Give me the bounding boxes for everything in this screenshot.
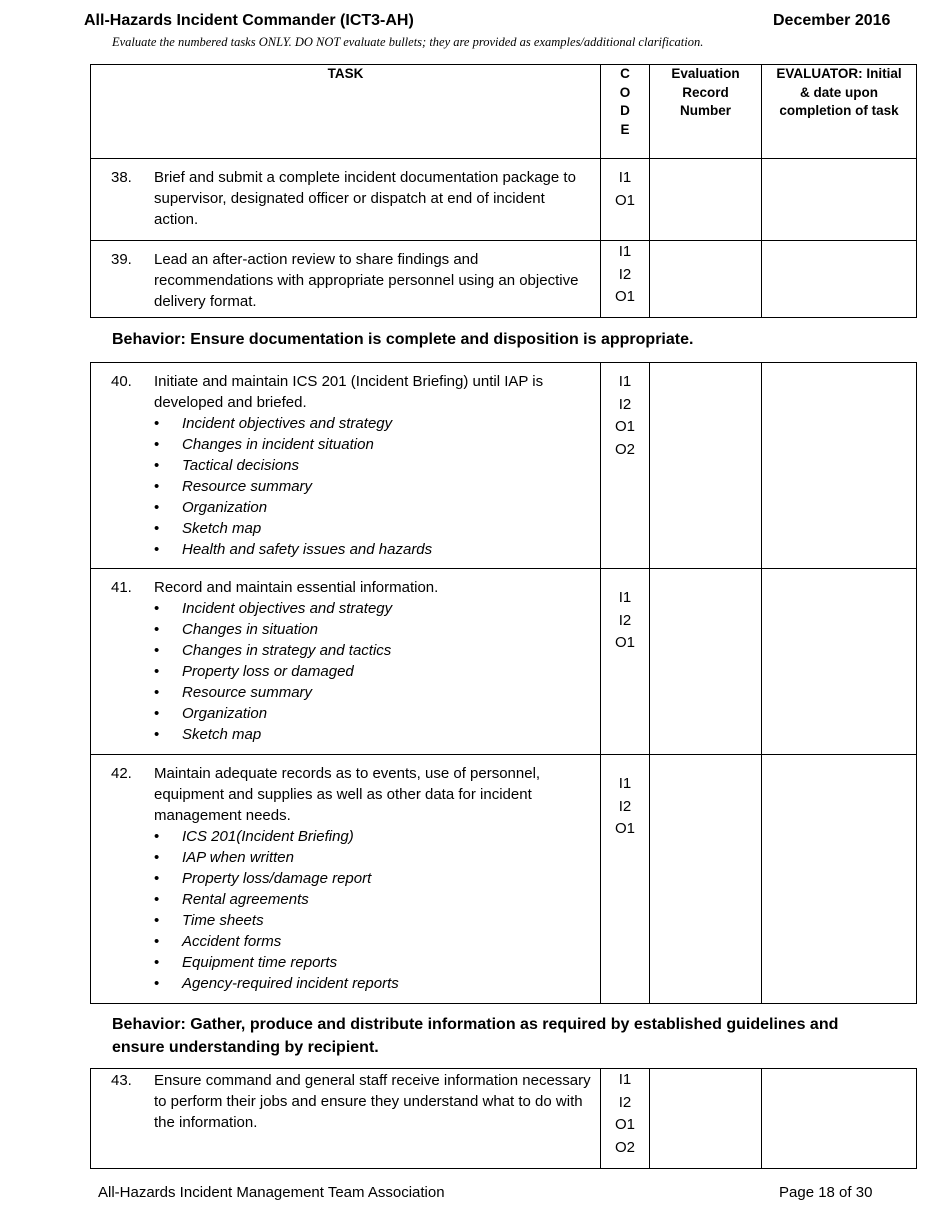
- record-number-cell[interactable]: [650, 241, 762, 318]
- code-cell: [601, 755, 650, 1004]
- list-item: • Changes in situation: [111, 619, 592, 640]
- record-column-header: Evaluation Record Number: [650, 65, 762, 159]
- task-number: 43.: [111, 1072, 132, 1089]
- list-item: • Tactical decisions: [111, 455, 592, 476]
- record-number-cell[interactable]: [650, 363, 762, 569]
- task-table-2: [90, 362, 917, 1004]
- list-item: • Equipment time reports: [111, 952, 592, 973]
- code-value: O1: [614, 1116, 635, 1133]
- evaluator-initials-cell[interactable]: [762, 1069, 917, 1169]
- code-value: O1: [614, 288, 635, 305]
- list-item: • Organization: [111, 497, 592, 518]
- list-item: • ICS 201(Incident Briefing): [111, 826, 592, 847]
- list-item: • Sketch map: [111, 724, 592, 745]
- task-row-42: [91, 755, 917, 1004]
- record-number-cell[interactable]: [650, 1069, 762, 1169]
- task-text: Initiate and maintain ICS 201 (Incident Briefing) until IAP is developed and briefed.: [154, 373, 544, 411]
- code-value: I2: [618, 265, 632, 283]
- list-item: • Rental agreements: [111, 889, 592, 910]
- task-number: 38.: [111, 169, 132, 186]
- code-value: I1: [618, 1071, 632, 1088]
- list-item: • Health and safety issues and hazards: [111, 539, 592, 560]
- footer-organization: All-Hazards Incident Management Team Association: [98, 1184, 445, 1201]
- behavior-heading: Behavior: Gather, produce and distribute information as required by established guidelines and ensure understanding by recipient.: [112, 1016, 839, 1056]
- task-row-43: [91, 1069, 917, 1169]
- code-letter: E: [620, 121, 630, 137]
- code-value: O1: [614, 634, 635, 651]
- task-row-41: [91, 569, 917, 755]
- record-number-cell[interactable]: [650, 159, 762, 241]
- page-number: Page 18 of 30: [779, 1184, 873, 1201]
- code-value: O1: [614, 418, 635, 435]
- list-item: • Property loss or damaged: [111, 661, 592, 682]
- task-cell: [91, 1069, 601, 1169]
- task-row-38: [91, 159, 917, 241]
- task-text: Record and maintain essential information.: [154, 579, 439, 596]
- task-number: 42.: [111, 765, 132, 782]
- list-item: • Property loss/damage report: [111, 868, 592, 889]
- code-value: I2: [618, 611, 632, 629]
- code-cell: [601, 1069, 650, 1169]
- list-item: • Sketch map: [111, 518, 592, 539]
- code-value: O2: [614, 1138, 635, 1156]
- task-table-3: [90, 1068, 917, 1169]
- code-value: I2: [618, 1093, 632, 1111]
- code-value: I1: [618, 169, 632, 186]
- task-row-40: [91, 363, 917, 569]
- code-value: I2: [618, 395, 632, 413]
- record-number-cell[interactable]: [650, 569, 762, 755]
- record-number-cell[interactable]: [650, 755, 762, 1004]
- evaluator-column-header: EVALUATOR: Initial & date upon completion of task: [762, 65, 917, 159]
- list-item: • Time sheets: [111, 910, 592, 931]
- task-number: 40.: [111, 373, 132, 390]
- task-number: 39.: [111, 251, 132, 268]
- code-value: I1: [618, 775, 632, 792]
- evaluator-initials-cell[interactable]: [762, 241, 917, 318]
- code-value: I1: [618, 243, 632, 260]
- task-row-39: [91, 241, 917, 318]
- list-item: • Incident objectives and strategy: [111, 598, 592, 619]
- evaluator-initials-cell[interactable]: [762, 363, 917, 569]
- code-value: O1: [614, 191, 635, 209]
- task-cell: [91, 755, 601, 1004]
- task-cell: [91, 363, 601, 569]
- code-value: I2: [618, 797, 632, 815]
- list-item: • Organization: [111, 703, 592, 724]
- task-text: Maintain adequate records as to events, use of personnel, equipment and supplies as well as other data for incident management needs.: [154, 765, 541, 824]
- code-letter: D: [620, 103, 630, 118]
- task-text: Brief and submit a complete incident documentation package to supervisor, designated officer or dispatch at end of incident action.: [154, 169, 576, 228]
- evaluator-initials-cell[interactable]: [762, 569, 917, 755]
- list-item: • IAP when written: [111, 847, 592, 868]
- code-cell: [601, 569, 650, 755]
- table-header-row: [91, 65, 917, 159]
- task-cell: [91, 241, 601, 318]
- code-cell: [601, 159, 650, 241]
- document-title: All-Hazards Incident Commander (ICT3-AH): [84, 12, 414, 29]
- code-value: O2: [614, 440, 635, 458]
- task-table-1: [90, 64, 917, 318]
- list-item: • Resource summary: [111, 476, 592, 497]
- task-column-header: TASK: [91, 65, 601, 159]
- example-list: [111, 413, 592, 560]
- evaluation-instructions: Evaluate the numbered tasks ONLY. DO NOT evaluate bullets; they are provided as examples/additional clarification.: [112, 35, 704, 49]
- task-text: Ensure command and general staff receive information necessary to perform their jobs and ensure they understand what to do with the information.: [154, 1072, 591, 1131]
- list-item: • Accident forms: [111, 931, 592, 952]
- behavior-heading: Behavior: Ensure documentation is complete and disposition is appropriate.: [112, 331, 694, 348]
- list-item: • Changes in strategy and tactics: [111, 640, 592, 661]
- code-cell: [601, 363, 650, 569]
- code-column-header: [601, 65, 650, 159]
- list-item: • Incident objectives and strategy: [111, 413, 592, 434]
- code-value: O1: [614, 820, 635, 837]
- task-cell: [91, 159, 601, 241]
- code-cell: [601, 241, 650, 318]
- list-item: • Changes in incident situation: [111, 434, 592, 455]
- task-number: 41.: [111, 579, 132, 596]
- evaluator-initials-cell[interactable]: [762, 755, 917, 1004]
- task-cell: [91, 569, 601, 755]
- evaluator-initials-cell[interactable]: [762, 159, 917, 241]
- code-value: I1: [618, 589, 632, 606]
- code-value: I1: [618, 373, 632, 390]
- code-letter: O: [619, 84, 631, 100]
- code-letter: C: [620, 66, 630, 81]
- example-list: [111, 826, 592, 994]
- list-item: • Resource summary: [111, 682, 592, 703]
- document-date: December 2016: [773, 12, 891, 29]
- example-list: [111, 598, 592, 745]
- task-text: Lead an after-action review to share findings and recommendations with appropriate personnel using an objective delivery format.: [154, 251, 579, 310]
- list-item: • Agency-required incident reports: [111, 973, 592, 994]
